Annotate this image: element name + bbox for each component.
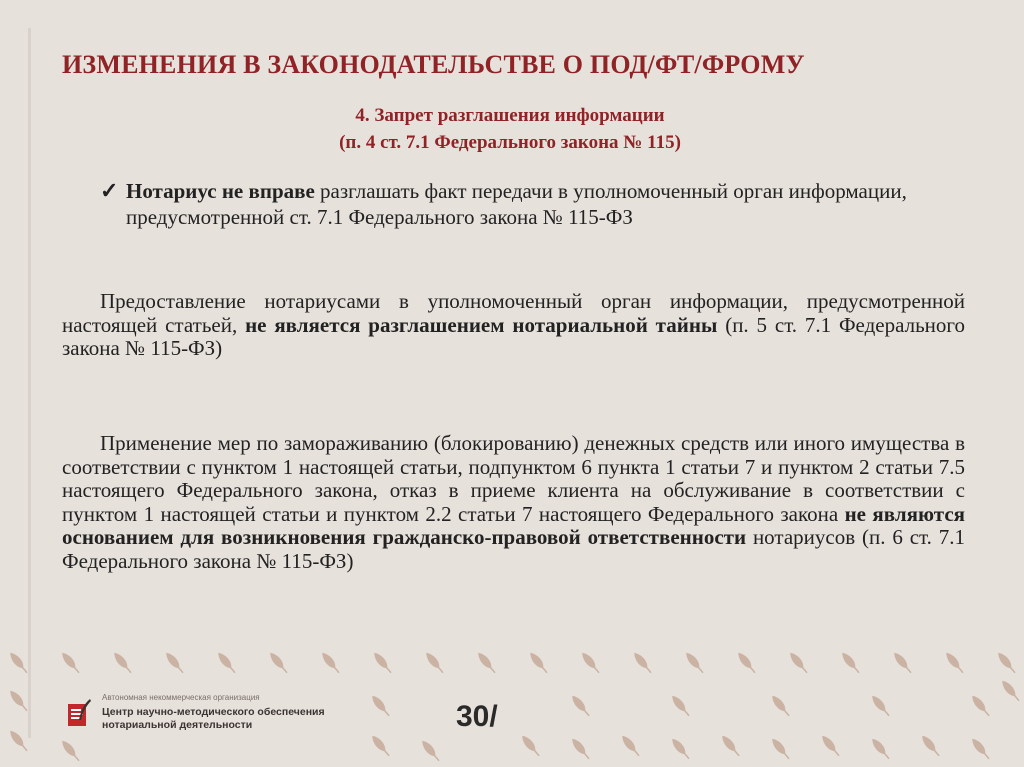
quill-feather-icon	[839, 650, 861, 675]
org-name: Центр научно-методического обеспечения нотариальной деятельности	[102, 706, 325, 731]
quill-feather-icon	[787, 650, 809, 675]
quill-feather-icon	[919, 733, 941, 758]
section-subtitle	[200, 102, 820, 156]
paragraph-1-text: Предоставление нотариусами в уполномоченный орган информации, предусмотренной настоящей статьей,	[62, 289, 965, 337]
bullet-text	[126, 178, 940, 230]
quill-feather-icon	[579, 650, 601, 675]
bullet-item	[100, 178, 940, 230]
quill-feather-icon	[943, 650, 965, 675]
quill-feather-icon	[267, 650, 289, 675]
quill-feather-icon	[527, 650, 549, 675]
quill-feather-icon	[669, 736, 691, 761]
org-type: Автономная некоммерческая организация	[102, 693, 260, 702]
quill-feather-icon	[475, 650, 497, 675]
quill-feather-icon	[163, 650, 185, 675]
paragraph-2-ref: нотариусов (п. 6 ст. 7.1 Федерального закона № 115-ФЗ)	[62, 525, 965, 573]
quill-feather-icon	[419, 738, 441, 763]
bullet-rest: разглашать факт передачи в уполномоченный орган информации, предусмотренной ст. 7.1 Федерального закона № 115-ФЗ	[126, 179, 907, 229]
quill-feather-icon	[769, 693, 791, 718]
quill-feather-icon	[111, 650, 133, 675]
quill-feather-icon	[319, 650, 341, 675]
quill-feather-icon	[719, 733, 741, 758]
quill-feather-icon	[371, 650, 393, 675]
subtitle-line-1: 4. Запрет разглашения информации	[355, 105, 665, 126]
paragraph-2-text: Применение мер по замораживанию (блокированию) денежных средств или иного имущества в соответствии с пунктом 1 настоящей статьи, подпунктом 6 пункта 1 статьи 7 и пунктом 2 статьи 7.5 настоящего Федерального закона, отказ в приеме клиента на обслуживание в соответствии с пунктом 1 настоящей статьи и пунктом 2.2 статьи 7 настоящего Федерального закона	[62, 431, 965, 526]
quill-feather-icon	[7, 728, 29, 753]
quill-feather-icon	[869, 693, 891, 718]
paragraph-1-ref: (п. 5 ст. 7.1 Федерального закона № 115-ФЗ)	[62, 312, 966, 360]
quill-feather-icon	[669, 693, 691, 718]
slide-title: ИЗМЕНЕНИЯ В ЗАКОНОДАТЕЛЬСТВЕ О ПОД/ФТ/ФРОМУ	[62, 50, 805, 79]
quill-feather-icon	[819, 733, 841, 758]
paragraph-1	[62, 290, 965, 361]
quill-feather-icon	[369, 693, 391, 718]
quill-feather-icon	[869, 736, 891, 761]
page-number: 30/	[456, 700, 498, 733]
quill-feather-icon	[423, 650, 445, 675]
quill-feather-icon	[769, 736, 791, 761]
quill-feather-icon	[519, 733, 541, 758]
paragraph-1-bold: не является разглашением нотариальной тайны	[245, 312, 718, 337]
quill-feather-icon	[969, 693, 991, 718]
quill-feather-icon	[59, 650, 81, 675]
subtitle-line-2: (п. 4 ст. 7.1 Федерального закона № 115)	[339, 132, 681, 153]
quill-feather-icon	[995, 650, 1017, 675]
paragraph-2	[62, 432, 965, 573]
quill-feather-icon	[7, 688, 29, 713]
quill-feather-icon	[631, 650, 653, 675]
quill-feather-icon	[59, 738, 81, 763]
quill-feather-icon	[999, 678, 1021, 703]
quill-feather-icon	[569, 736, 591, 761]
organization-logo	[62, 690, 352, 742]
quill-feather-icon	[215, 650, 237, 675]
quill-feather-icon	[569, 693, 591, 718]
check-icon: ✓	[100, 178, 119, 203]
document-quill-logo-icon	[66, 698, 92, 728]
quill-feather-icon	[735, 650, 757, 675]
quill-feather-icon	[369, 733, 391, 758]
paragraph-2-bold: не являются основанием для возникновения гражданско-правовой ответственности	[62, 501, 966, 549]
quill-feather-icon	[7, 650, 29, 675]
bullet-bold: Нотариус не вправе	[126, 179, 315, 203]
quill-feather-icon	[619, 733, 641, 758]
quill-feather-icon	[891, 650, 913, 675]
quill-feather-icon	[683, 650, 705, 675]
quill-feather-icon	[969, 736, 991, 761]
